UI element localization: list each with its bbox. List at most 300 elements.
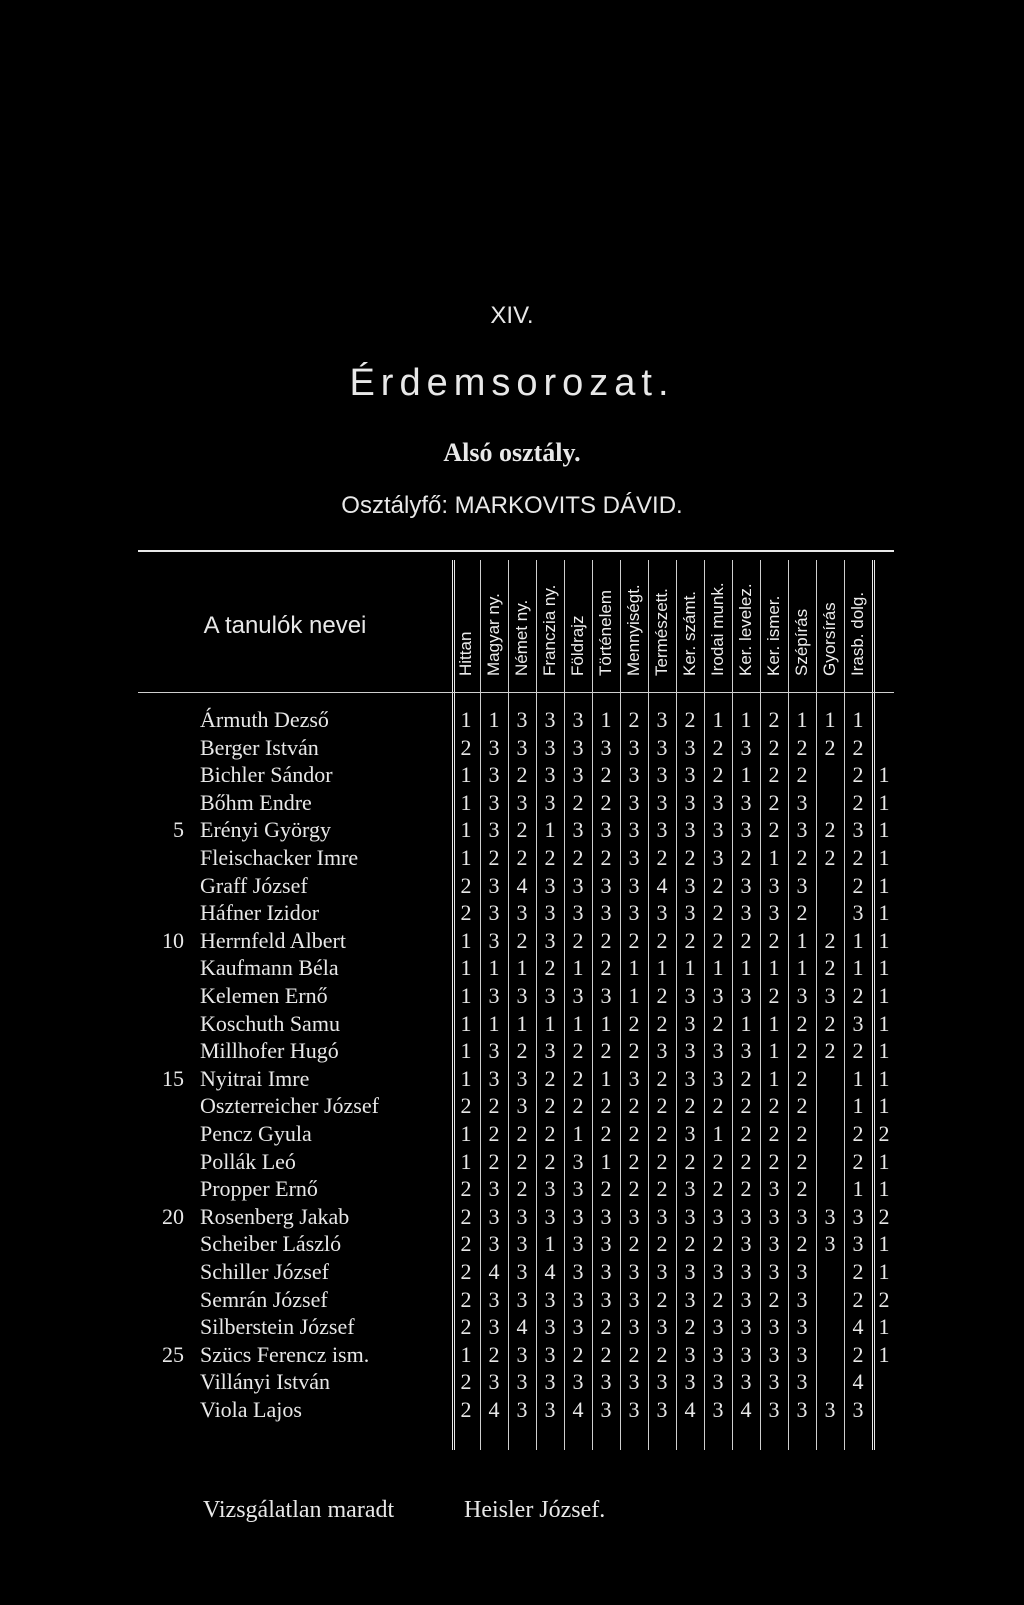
- student-name: Oszterreicher József: [200, 1093, 379, 1119]
- subject-header: Német ny.: [512, 599, 531, 676]
- grade-cell: 2: [740, 1093, 752, 1119]
- grade-cell: 1: [768, 1010, 780, 1036]
- table-row: [0, 1397, 1024, 1425]
- grade-cell: 1: [878, 927, 890, 953]
- grade-cell: 2: [656, 983, 668, 1008]
- grade-cell: 2: [878, 1286, 890, 1312]
- grade-cell: 3: [656, 900, 668, 926]
- subject-header: Franczia ny.: [540, 584, 559, 676]
- grade-cell: 3: [488, 872, 500, 898]
- grade-cell: 3: [516, 1093, 528, 1119]
- grade-cell: 2: [656, 845, 668, 870]
- grade-cell: 2: [740, 927, 752, 953]
- grade-cell: 2: [740, 1148, 752, 1174]
- grade-cell: 2: [516, 1176, 528, 1202]
- grade-cell: 2: [628, 1093, 640, 1119]
- grade-cell: 3: [656, 762, 668, 788]
- grade-cell: 3: [712, 845, 724, 870]
- grade-cell: 3: [656, 707, 668, 732]
- grade-cell: 1: [684, 955, 696, 981]
- grade-cell: 2: [656, 1176, 668, 1202]
- subject-header: Ker. ismer.: [764, 595, 783, 676]
- grade-cell: 3: [544, 707, 556, 732]
- grade-cell: 3: [684, 1010, 696, 1036]
- grade-cell: 3: [656, 1397, 668, 1422]
- grade-cell: 2: [824, 927, 836, 953]
- grade-cell: 3: [684, 1038, 696, 1064]
- grade-cell: 2: [572, 927, 584, 953]
- grade-cell: 2: [796, 1176, 808, 1202]
- subject-header: Irodai munk.: [708, 582, 727, 676]
- grade-cell: 3: [656, 1259, 668, 1284]
- grade-cell: 1: [572, 955, 584, 981]
- grade-cell: 1: [768, 1065, 780, 1091]
- table-row: [0, 1038, 1024, 1066]
- grade-cell: 3: [516, 1286, 528, 1312]
- grade-cell: 2: [656, 1093, 668, 1119]
- grade-cell: 2: [740, 845, 752, 870]
- student-name: Semrán József: [200, 1286, 328, 1312]
- grade-cell: 2: [796, 845, 808, 870]
- grade-cell: 2: [768, 817, 780, 843]
- grade-cell: 3: [656, 817, 668, 843]
- row-number: 15: [162, 1065, 184, 1091]
- grade-cell: 2: [768, 927, 780, 953]
- grade-cell: 1: [600, 1010, 612, 1036]
- grade-cell: 3: [712, 817, 724, 843]
- grade-cell: 1: [878, 762, 890, 788]
- grade-cell: 3: [572, 707, 584, 732]
- grade-cell: 3: [768, 1397, 780, 1422]
- student-name: Viola Lajos: [200, 1397, 302, 1422]
- grade-cell: 2: [712, 872, 724, 898]
- grade-cell: 2: [796, 900, 808, 926]
- table-row: [0, 900, 1024, 928]
- grade-cell: 3: [572, 1176, 584, 1202]
- grade-cell: 3: [488, 1203, 500, 1229]
- grade-cell: 1: [768, 1038, 780, 1064]
- grade-cell: 1: [852, 955, 864, 981]
- grade-cell: 2: [544, 845, 556, 870]
- grade-cell: 3: [684, 983, 696, 1008]
- grade-cell: 2: [712, 762, 724, 788]
- grade-cell: 2: [796, 1231, 808, 1257]
- grade-cell: 4: [488, 1259, 500, 1284]
- grade-cell: 3: [600, 872, 612, 898]
- grade-cell: 2: [768, 1093, 780, 1119]
- student-name: Pollák Leó: [200, 1148, 296, 1174]
- grade-cell: 1: [460, 789, 472, 815]
- grade-cell: 1: [878, 1093, 890, 1119]
- grade-cell: 3: [488, 1038, 500, 1064]
- grade-cell: 2: [656, 1121, 668, 1146]
- subject-header: Történelem: [596, 590, 615, 676]
- grade-cell: 2: [824, 734, 836, 760]
- table-row: [0, 983, 1024, 1011]
- grade-cell: 3: [516, 707, 528, 732]
- grade-cell: 2: [796, 1148, 808, 1174]
- grade-cell: 2: [852, 1286, 864, 1312]
- grade-cell: 2: [628, 1010, 640, 1036]
- footer-label: Vizsgálatlan maradt: [203, 1497, 395, 1523]
- grade-cell: 3: [740, 817, 752, 843]
- grade-cell: 1: [460, 1148, 472, 1174]
- grade-cell: 2: [600, 789, 612, 815]
- grade-cell: 2: [628, 927, 640, 953]
- grade-cell: 3: [824, 1203, 836, 1229]
- grade-cell: 3: [656, 734, 668, 760]
- grade-cell: 1: [460, 1038, 472, 1064]
- grade-cell: 2: [768, 762, 780, 788]
- grade-cell: 3: [516, 1259, 528, 1284]
- grade-cell: 2: [460, 1397, 472, 1422]
- grade-cell: 3: [684, 1369, 696, 1395]
- student-name: Herrnfeld Albert: [200, 927, 346, 953]
- table-row: [0, 707, 1024, 735]
- student-name: Erényi György: [200, 817, 331, 843]
- subject-header: Szépírás: [792, 608, 811, 676]
- grade-cell: 2: [768, 734, 780, 760]
- grade-cell: 2: [460, 1093, 472, 1119]
- grade-cell: 2: [656, 1010, 668, 1036]
- grade-cell: 2: [852, 789, 864, 815]
- grade-cell: 3: [572, 1203, 584, 1229]
- grade-cell: 3: [544, 872, 556, 898]
- student-name: Ármuth Dezső: [200, 707, 329, 732]
- grade-cell: 3: [656, 1314, 668, 1340]
- grade-cell: 3: [544, 734, 556, 760]
- grade-cell: 1: [600, 707, 612, 732]
- subject-header: Irasb. dolg.: [848, 591, 867, 676]
- grade-cell: 2: [600, 845, 612, 870]
- grade-cell: 2: [796, 1038, 808, 1064]
- grade-cell: 3: [628, 817, 640, 843]
- grade-cell: 3: [628, 762, 640, 788]
- grade-cell: 3: [572, 1259, 584, 1284]
- table-row: [0, 762, 1024, 790]
- grade-cell: 2: [488, 1341, 500, 1367]
- grade-cell: 3: [712, 983, 724, 1008]
- grade-cell: 1: [712, 1121, 724, 1146]
- grade-cell: 2: [572, 1065, 584, 1091]
- grade-cell: 3: [712, 1314, 724, 1340]
- table-row: [0, 955, 1024, 983]
- table-row: [0, 873, 1024, 901]
- grade-cell: 3: [712, 1397, 724, 1422]
- grade-cell: 3: [740, 1286, 752, 1312]
- grade-cell: 3: [628, 734, 640, 760]
- grade-cell: 1: [852, 707, 864, 732]
- grade-cell: 3: [600, 734, 612, 760]
- footer-name: Heisler József.: [464, 1497, 606, 1523]
- names-column-header: A tanulók nevei: [203, 612, 367, 639]
- grade-cell: 2: [572, 1093, 584, 1119]
- grade-cell: 3: [572, 1148, 584, 1174]
- grade-cell: 3: [600, 900, 612, 926]
- grade-cell: 1: [796, 955, 808, 981]
- grade-cell: 3: [684, 789, 696, 815]
- grade-cell: 1: [460, 955, 472, 981]
- grade-cell: 1: [628, 955, 640, 981]
- grade-cell: 2: [684, 1314, 696, 1340]
- grade-cell: 3: [544, 983, 556, 1008]
- grade-cell: 3: [600, 817, 612, 843]
- grade-cell: 2: [852, 983, 864, 1008]
- grade-cell: 1: [878, 1314, 890, 1340]
- grade-cell: 2: [852, 1038, 864, 1064]
- grade-cell: 3: [628, 872, 640, 898]
- grade-cell: 1: [460, 927, 472, 953]
- grade-cell: 2: [852, 734, 864, 760]
- row-number: 25: [162, 1341, 184, 1367]
- grade-cell: 3: [488, 900, 500, 926]
- grade-cell: 3: [572, 817, 584, 843]
- table-row: [0, 1176, 1024, 1204]
- grade-cell: 2: [656, 1231, 668, 1257]
- grade-cell: 3: [768, 1231, 780, 1257]
- grade-cell: 1: [878, 1038, 890, 1064]
- grade-cell: 1: [740, 1010, 752, 1036]
- student-name: Bichler Sándor: [200, 762, 333, 788]
- grade-cell: 3: [796, 1369, 808, 1395]
- grade-cell: 1: [740, 707, 752, 732]
- grade-cell: 3: [488, 1231, 500, 1257]
- grade-cell: 1: [460, 762, 472, 788]
- grade-cell: 2: [460, 1314, 472, 1340]
- grade-cell: 2: [516, 817, 528, 843]
- grade-cell: 2: [572, 1341, 584, 1367]
- grade-cell: 1: [878, 1176, 890, 1202]
- grade-cell: 1: [460, 1341, 472, 1367]
- grade-cell: 3: [796, 1341, 808, 1367]
- grade-cell: 3: [796, 983, 808, 1008]
- grade-cell: 3: [628, 845, 640, 870]
- grade-cell: 3: [600, 1203, 612, 1229]
- grade-cell: 2: [852, 1341, 864, 1367]
- grade-cell: 1: [878, 1231, 890, 1257]
- grade-cell: 3: [824, 1397, 836, 1422]
- grade-cell: 3: [684, 1121, 696, 1146]
- student-name: Graff József: [200, 872, 308, 898]
- table-row: [0, 1011, 1024, 1039]
- grade-cell: 3: [684, 1286, 696, 1312]
- grade-cell: 3: [516, 983, 528, 1008]
- grade-cell: 3: [768, 1314, 780, 1340]
- grade-cell: 3: [488, 762, 500, 788]
- grade-cell: 2: [684, 1231, 696, 1257]
- grade-cell: 2: [628, 1231, 640, 1257]
- grade-cell: 4: [852, 1314, 864, 1340]
- grade-cell: 2: [712, 1010, 724, 1036]
- grade-cell: 3: [768, 1341, 780, 1367]
- grade-cell: 2: [824, 1038, 836, 1064]
- grade-cell: 2: [488, 845, 500, 870]
- grade-cell: 1: [852, 927, 864, 953]
- grade-cell: 4: [852, 1369, 864, 1395]
- table-row: [0, 1314, 1024, 1342]
- grade-cell: 2: [852, 1148, 864, 1174]
- grade-cell: 2: [488, 1121, 500, 1146]
- student-name: Háfner Izidor: [200, 900, 320, 926]
- student-name: Kaufmann Béla: [200, 955, 339, 981]
- grade-cell: 3: [488, 1286, 500, 1312]
- grade-cell: 1: [878, 789, 890, 815]
- grade-cell: 2: [656, 1286, 668, 1312]
- grade-cell: 2: [516, 845, 528, 870]
- row-number: 10: [162, 927, 184, 953]
- grade-cell: 2: [768, 983, 780, 1008]
- table-row: [0, 1342, 1024, 1370]
- grade-cell: 2: [572, 845, 584, 870]
- grade-cell: 2: [768, 1286, 780, 1312]
- grade-cell: 3: [516, 1231, 528, 1257]
- grade-cell: 2: [852, 1259, 864, 1284]
- grade-cell: 2: [712, 900, 724, 926]
- grade-cell: 1: [712, 955, 724, 981]
- table-row: [0, 817, 1024, 845]
- grade-cell: 3: [768, 1203, 780, 1229]
- grade-cell: 4: [544, 1259, 556, 1284]
- grade-cell: 3: [544, 1369, 556, 1395]
- grade-cell: 2: [768, 1148, 780, 1174]
- grade-cell: 1: [852, 1176, 864, 1202]
- grade-cell: 4: [488, 1397, 500, 1422]
- grade-cell: 3: [852, 1010, 864, 1036]
- grade-cell: 1: [878, 900, 890, 926]
- subject-header: Földrajz: [568, 615, 587, 676]
- grade-cell: 4: [684, 1397, 696, 1422]
- table-row: [0, 1121, 1024, 1149]
- grade-cell: 1: [878, 1065, 890, 1091]
- grade-cell: 3: [684, 1259, 696, 1284]
- grade-cell: 1: [460, 845, 472, 870]
- student-name: Silberstein József: [200, 1314, 355, 1340]
- grade-cell: 1: [878, 1010, 890, 1036]
- subject-header: Gyorsírás: [820, 602, 839, 676]
- grade-cell: 1: [768, 955, 780, 981]
- grade-cell: 2: [488, 1093, 500, 1119]
- grade-cell: 3: [684, 1065, 696, 1091]
- grade-cell: 3: [572, 1231, 584, 1257]
- grade-cell: 2: [516, 762, 528, 788]
- grade-cell: 1: [878, 1148, 890, 1174]
- grade-cell: 2: [824, 955, 836, 981]
- grade-cell: 3: [768, 872, 780, 898]
- grade-cell: 3: [572, 872, 584, 898]
- grade-cell: 3: [628, 1203, 640, 1229]
- grade-cell: 1: [600, 1065, 612, 1091]
- grade-cell: 3: [768, 1176, 780, 1202]
- grade-cell: 3: [488, 1369, 500, 1395]
- grade-cell: 3: [796, 1314, 808, 1340]
- grade-cell: 1: [544, 1231, 556, 1257]
- grade-cell: 2: [796, 1093, 808, 1119]
- grade-cell: 2: [824, 817, 836, 843]
- grade-cell: 3: [712, 1065, 724, 1091]
- subject-header: Mennyiségt.: [624, 584, 643, 676]
- grade-cell: 3: [740, 1231, 752, 1257]
- grade-cell: 2: [460, 1259, 472, 1284]
- grade-cell: 2: [740, 1065, 752, 1091]
- grade-cell: 3: [796, 872, 808, 898]
- grade-cell: 3: [684, 734, 696, 760]
- grade-cell: 3: [796, 789, 808, 815]
- grade-cell: 1: [460, 1010, 472, 1036]
- grade-cell: 3: [740, 789, 752, 815]
- grade-cell: 2: [628, 1038, 640, 1064]
- grade-cell: 3: [684, 1176, 696, 1202]
- grade-cell: 3: [544, 1341, 556, 1367]
- subject-header: Ker. levelez.: [736, 583, 755, 676]
- grade-cell: 1: [796, 707, 808, 732]
- grade-cell: 4: [516, 872, 528, 898]
- grade-cell: 3: [572, 1369, 584, 1395]
- grade-cell: 3: [656, 1369, 668, 1395]
- grade-cell: 3: [516, 1369, 528, 1395]
- grade-cell: 2: [740, 1176, 752, 1202]
- grade-cell: 1: [878, 817, 890, 843]
- grade-cell: 3: [712, 789, 724, 815]
- grade-cell: 3: [656, 789, 668, 815]
- grade-cell: 2: [544, 1148, 556, 1174]
- grade-cell: 3: [712, 1203, 724, 1229]
- grade-cell: 3: [740, 1203, 752, 1229]
- grade-cell: 3: [656, 1203, 668, 1229]
- grade-cell: 1: [878, 845, 890, 870]
- grade-cell: 1: [488, 707, 500, 732]
- header-rule: [138, 692, 894, 693]
- grade-cell: 3: [852, 817, 864, 843]
- grade-cell: 3: [712, 1038, 724, 1064]
- grade-cell: 2: [628, 707, 640, 732]
- grade-cell: 3: [488, 1314, 500, 1340]
- grade-cell: 2: [544, 1093, 556, 1119]
- grade-cell: 1: [572, 1010, 584, 1036]
- grade-cell: 2: [684, 845, 696, 870]
- grade-cell: 2: [684, 927, 696, 953]
- grade-cell: 2: [460, 1231, 472, 1257]
- grade-cell: 3: [628, 900, 640, 926]
- grade-cell: 3: [488, 734, 500, 760]
- grade-cell: 3: [684, 817, 696, 843]
- grade-cell: 3: [600, 1231, 612, 1257]
- grade-cell: 3: [628, 1369, 640, 1395]
- grade-cell: 2: [460, 1369, 472, 1395]
- grade-cell: 2: [544, 1065, 556, 1091]
- grade-cell: 2: [712, 927, 724, 953]
- page-title: Érdemsorozat.: [349, 362, 675, 404]
- grade-cell: 1: [740, 762, 752, 788]
- grade-cell: 3: [600, 1397, 612, 1422]
- grade-cell: 3: [684, 1341, 696, 1367]
- grade-cell: 3: [796, 1259, 808, 1284]
- grade-cell: 1: [852, 1065, 864, 1091]
- grade-cell: 3: [628, 1286, 640, 1312]
- grade-cell: 3: [796, 1203, 808, 1229]
- grade-cell: 3: [488, 817, 500, 843]
- grade-cell: 3: [740, 872, 752, 898]
- grade-cell: 3: [600, 1259, 612, 1284]
- section-number: XIV.: [490, 302, 534, 329]
- grade-cell: 2: [852, 762, 864, 788]
- grade-cell: 1: [516, 955, 528, 981]
- row-number: 20: [162, 1203, 184, 1229]
- grade-cell: 1: [712, 707, 724, 732]
- grade-cell: 3: [572, 734, 584, 760]
- grade-cell: 3: [768, 1369, 780, 1395]
- grade-cell: 2: [768, 789, 780, 815]
- grade-cell: 3: [572, 1314, 584, 1340]
